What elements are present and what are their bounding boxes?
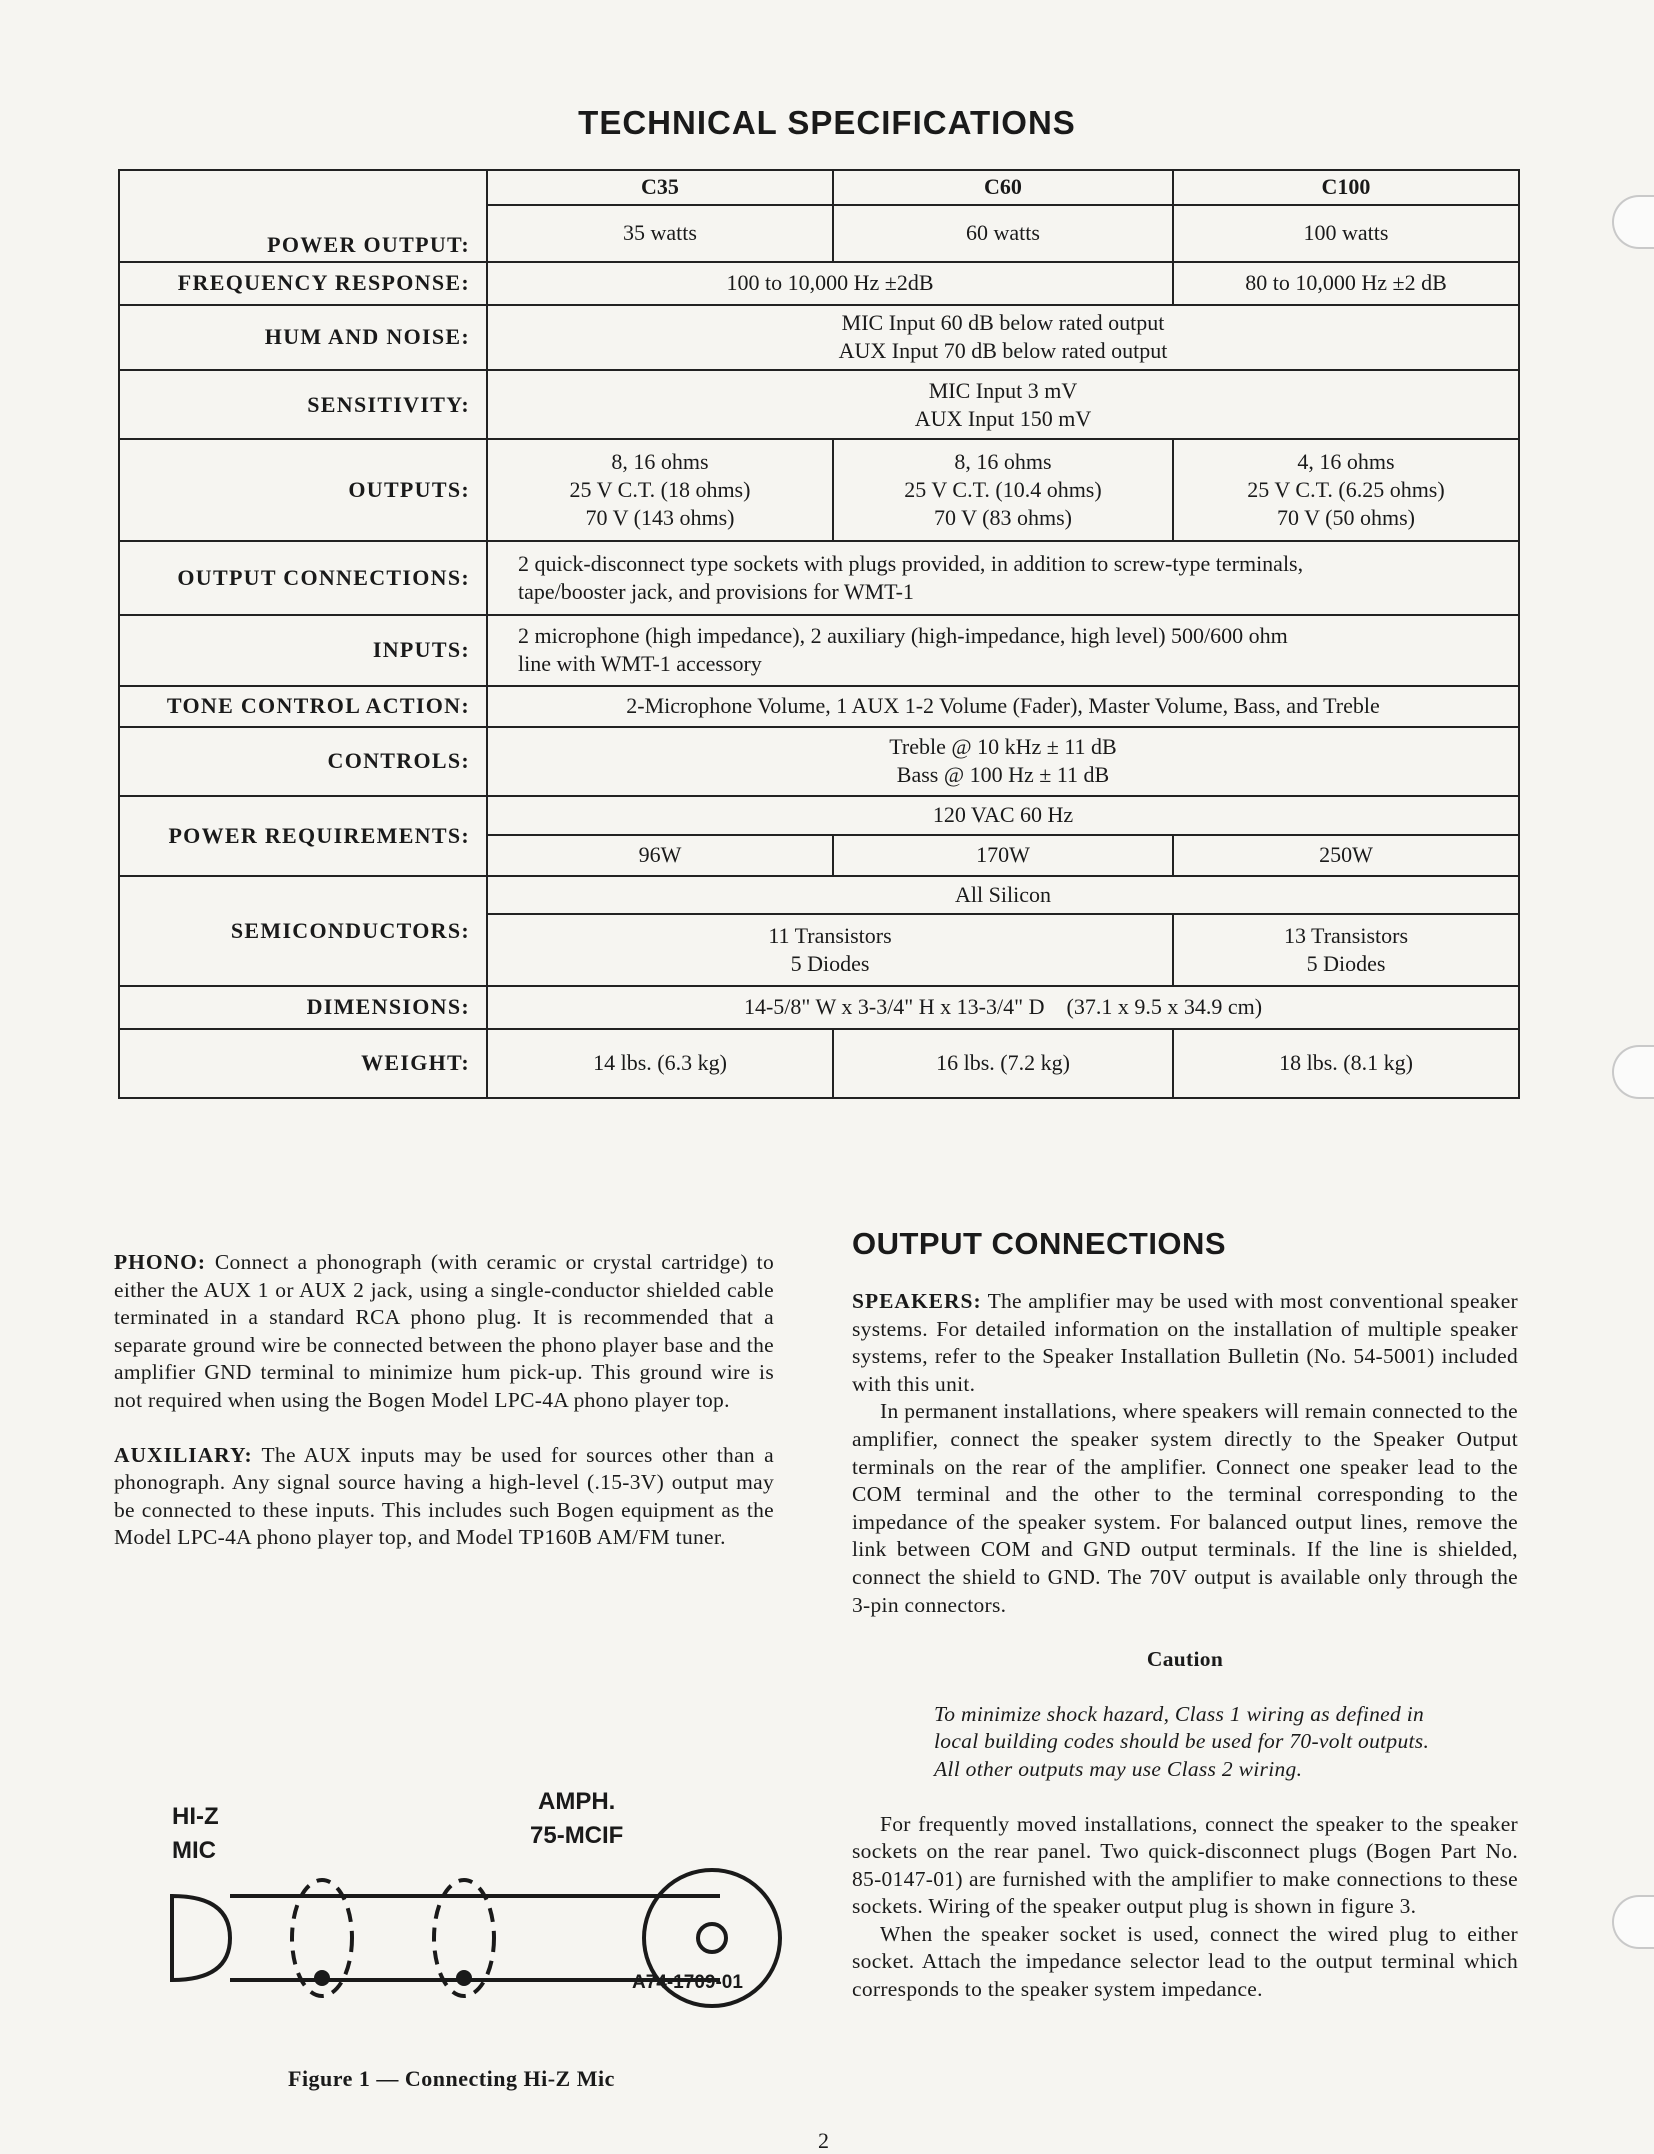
output-connections-line: 2 quick-disconnect type sockets with plugs provided, in addition to screw-type terminals, xyxy=(518,550,1304,576)
binder-hole xyxy=(1612,1045,1654,1099)
caution-heading: Caution xyxy=(1146,1647,1224,1672)
auxiliary-heading: AUXILIARY: xyxy=(114,1442,253,1467)
figure-caption: Figure 1 — Connecting Hi-Z Mic xyxy=(288,2066,615,2091)
outputs-c35-line: 70 V (143 ohms) xyxy=(585,505,735,531)
tone-control-value: 2-Microphone Volume, 1 AUX 1-2 Volume (Fader), Master Volume, Bass, and Treble xyxy=(487,686,1519,727)
outputs-c60-line: 70 V (83 ohms) xyxy=(934,505,1072,531)
power-req-c100: 250W xyxy=(1173,835,1519,876)
outputs-c35-line: 8, 16 ohms xyxy=(611,449,709,475)
output-connections-line: tape/booster jack, and provisions for WMT-1 xyxy=(518,578,914,604)
page-title: TECHNICAL SPECIFICATIONS xyxy=(578,104,1076,141)
weight-c100: 18 lbs. (8.1 kg) xyxy=(1173,1029,1519,1098)
connector-center-pin xyxy=(698,1924,726,1952)
hum-noise-value xyxy=(487,305,1519,370)
phono-text: Connect a phonograph (with ceramic or crystal cartridge) to either the AUX 1 or AUX 2 jack, using a single-conductor shielded cable terminated in a standard RCA phono plug. It is recommended that a separate ground wire be connected between the phono player base and the amplifier GND terminal to minimize hum pick-up. This ground wire is not required when using the Bogen Model LPC-4A phono player top. xyxy=(114,1250,775,1412)
speakers-heading: SPEAKERS: xyxy=(852,1289,982,1313)
spec-label-dimensions: DIMENSIONS: xyxy=(119,986,487,1029)
binder-hole xyxy=(1612,1895,1654,1949)
semiconductors-c100 xyxy=(1173,914,1519,985)
inputs-line: 2 microphone (high impedance), 2 auxiliary (high-impedance, high level) 500/600 ohm xyxy=(518,623,1288,649)
hum-noise-aux: AUX Input 70 dB below rated output xyxy=(838,338,1168,364)
power-requirements-common: 120 VAC 60 Hz xyxy=(487,796,1519,835)
left-column xyxy=(114,1249,774,1579)
controls-bass: Bass @ 100 Hz ± 11 dB xyxy=(896,762,1110,788)
permanent-paragraph: In permanent installations, where speakers will remain connected to the amplifier, connect the speaker system directly to the Speaker Output terminals on the rear of the amplifier. Connect one speaker lead to the COM terminal and the other to the terminal corresponding to the impedance of the speaker system. For balanced output lines, remove the link between COM and GND output terminals. If the line is shielded, connect the shield to GND. The 70V output is available only through the 3-pin connectors. xyxy=(852,1399,1518,1617)
figure-label-amp-line: AMPH. xyxy=(538,1788,616,1815)
solder-point xyxy=(314,1970,330,1986)
output-connections-value xyxy=(487,541,1519,614)
power-output-c60: 60 watts xyxy=(833,205,1173,262)
semiconductors-line: 5 Diodes xyxy=(790,951,870,977)
semiconductors-common: All Silicon xyxy=(487,876,1519,915)
outputs-c60-line: 8, 16 ohms xyxy=(954,449,1052,475)
table-row xyxy=(119,370,1519,439)
microphone-plug-shape xyxy=(172,1896,230,1980)
outputs-c60-line: 25 V C.T. (10.4 ohms) xyxy=(904,477,1102,503)
spec-label-power-output: POWER OUTPUT: xyxy=(119,170,487,262)
table-row xyxy=(119,1029,1519,1098)
solder-point xyxy=(456,1970,472,1986)
spec-label-output-connections: OUTPUT CONNECTIONS: xyxy=(119,541,487,614)
sensitivity-mic: MIC Input 3 mV xyxy=(928,377,1078,403)
speakers-text: The amplifier may be used with most conventional speaker systems. For detailed information on the installation of multiple speaker systems, refer to the Speaker Installation Bulletin (No. 54-5001) included with this unit. xyxy=(852,1289,1518,1396)
speakers-paragraph xyxy=(852,1288,1518,1398)
spec-label-inputs: INPUTS: xyxy=(119,615,487,686)
power-output-c100: 100 watts xyxy=(1173,205,1519,262)
weight-c35: 14 lbs. (6.3 kg) xyxy=(487,1029,833,1098)
phono-heading: PHONO: xyxy=(114,1250,206,1274)
page-number: 2 xyxy=(818,2128,829,2153)
spec-label-weight: WEIGHT: xyxy=(119,1029,487,1098)
figure-label-mic-line: MIC xyxy=(172,1837,216,1864)
spec-label-power-requirements: POWER REQUIREMENTS: xyxy=(119,796,487,876)
figure-label-mic-line: HI-Z xyxy=(172,1803,219,1830)
table-row xyxy=(119,986,1519,1029)
speaker-socket-paragraph: When the speaker socket is used, connect the wired plug to either socket. Attach the impedance selector lead to the output terminal which corresponds to the speaker system impedance. xyxy=(852,1921,1518,2002)
controls-value xyxy=(487,727,1519,796)
figure-label-mic xyxy=(172,1800,219,1868)
outputs-c35 xyxy=(487,439,833,541)
table-row xyxy=(119,615,1519,686)
outputs-c100-line: 25 V C.T. (6.25 ohms) xyxy=(1247,477,1445,503)
table-row xyxy=(119,727,1519,796)
table-row xyxy=(119,541,1519,614)
spec-label-semiconductors: SEMICONDUCTORS: xyxy=(119,876,487,986)
power-req-c35: 96W xyxy=(487,835,833,876)
table-row xyxy=(119,796,1519,835)
table-row xyxy=(119,686,1519,727)
model-c35: C35 xyxy=(487,170,833,205)
inputs-line: line with WMT-1 accessory xyxy=(518,651,762,677)
spec-label-tone-control: TONE CONTROL ACTION: xyxy=(119,686,487,727)
output-connections-title: OUTPUT CONNECTIONS xyxy=(852,1226,1227,1261)
inputs-value xyxy=(487,615,1519,686)
frequency-response-c35-c60: 100 to 10,000 Hz ±2dB xyxy=(487,262,1173,305)
moved-installations-paragraph: For frequently moved installations, connect the speaker to the speaker sockets on the rear panel. Two quick-disconnect plugs (Bogen Part No. 85-0147-01) are furnished with the amplifier to make connections to these sockets. Wiring of the speaker output plug is shown in figure 3. xyxy=(852,1811,1518,1919)
controls-treble: Treble @ 10 kHz ± 11 dB xyxy=(889,734,1117,760)
figure-part-number: A74-1709-01 xyxy=(632,1972,743,1993)
sensitivity-aux: AUX Input 150 mV xyxy=(914,405,1092,431)
semiconductors-line: 5 Diodes xyxy=(1306,951,1386,977)
table-row xyxy=(119,305,1519,370)
spec-label-controls: CONTROLS: xyxy=(119,727,487,796)
auxiliary-text: The AUX inputs may be used for sources other than a phonograph. Any signal source having a high-level (.15-3V) output may be connected to these inputs. This includes such Bogen equipment as the Model LPC-4A phono player top, and Model TP160B AM/FM tuner. xyxy=(114,1442,774,1550)
table-row xyxy=(119,876,1519,915)
semiconductors-line: 11 Transistors xyxy=(768,923,892,949)
power-output-c35: 35 watts xyxy=(487,205,833,262)
model-c60: C60 xyxy=(833,170,1173,205)
spec-label-sensitivity: SENSITIVITY: xyxy=(119,370,487,439)
hum-noise-mic: MIC Input 60 dB below rated output xyxy=(841,310,1165,336)
spec-label-hum-noise: HUM AND NOISE: xyxy=(119,305,487,370)
model-c100: C100 xyxy=(1173,170,1519,205)
right-column xyxy=(852,1288,1518,2004)
auxiliary-paragraph xyxy=(114,1442,774,1552)
sensitivity-value xyxy=(487,370,1519,439)
spec-table xyxy=(118,169,1520,1099)
outputs-c60 xyxy=(833,439,1173,541)
caution-text: To minimize shock hazard, Class 1 wiring as defined in local building codes should be used for 70-volt outputs. All other outputs may use Class 2 wiring. xyxy=(934,1701,1430,1781)
spec-label-outputs: OUTPUTS: xyxy=(119,439,487,541)
figure-label-amp-line: 75-MCIF xyxy=(530,1822,624,1849)
power-req-c60: 170W xyxy=(833,835,1173,876)
dimensions-value: 14-5/8" W x 3-3/4" H x 13-3/4" D (37.1 x 9.5 x 34.9 cm) xyxy=(487,986,1519,1029)
table-row xyxy=(119,439,1519,541)
outputs-c100 xyxy=(1173,439,1519,541)
table-header-row xyxy=(119,170,1519,205)
outputs-c100-line: 4, 16 ohms xyxy=(1297,449,1395,475)
binder-hole xyxy=(1612,195,1654,249)
spec-label-frequency-response: FREQUENCY RESPONSE: xyxy=(119,262,487,305)
semiconductors-c35-c60 xyxy=(487,914,1173,985)
semiconductors-line: 13 Transistors xyxy=(1283,923,1409,949)
weight-c60: 16 lbs. (7.2 kg) xyxy=(833,1029,1173,1098)
table-row xyxy=(119,262,1519,305)
figure-label-amp xyxy=(530,1785,623,1853)
frequency-response-c100: 80 to 10,000 Hz ±2 dB xyxy=(1173,262,1519,305)
phono-paragraph xyxy=(114,1249,774,1415)
outputs-c35-line: 25 V C.T. (18 ohms) xyxy=(569,477,751,503)
outputs-c100-line: 70 V (50 ohms) xyxy=(1277,505,1415,531)
